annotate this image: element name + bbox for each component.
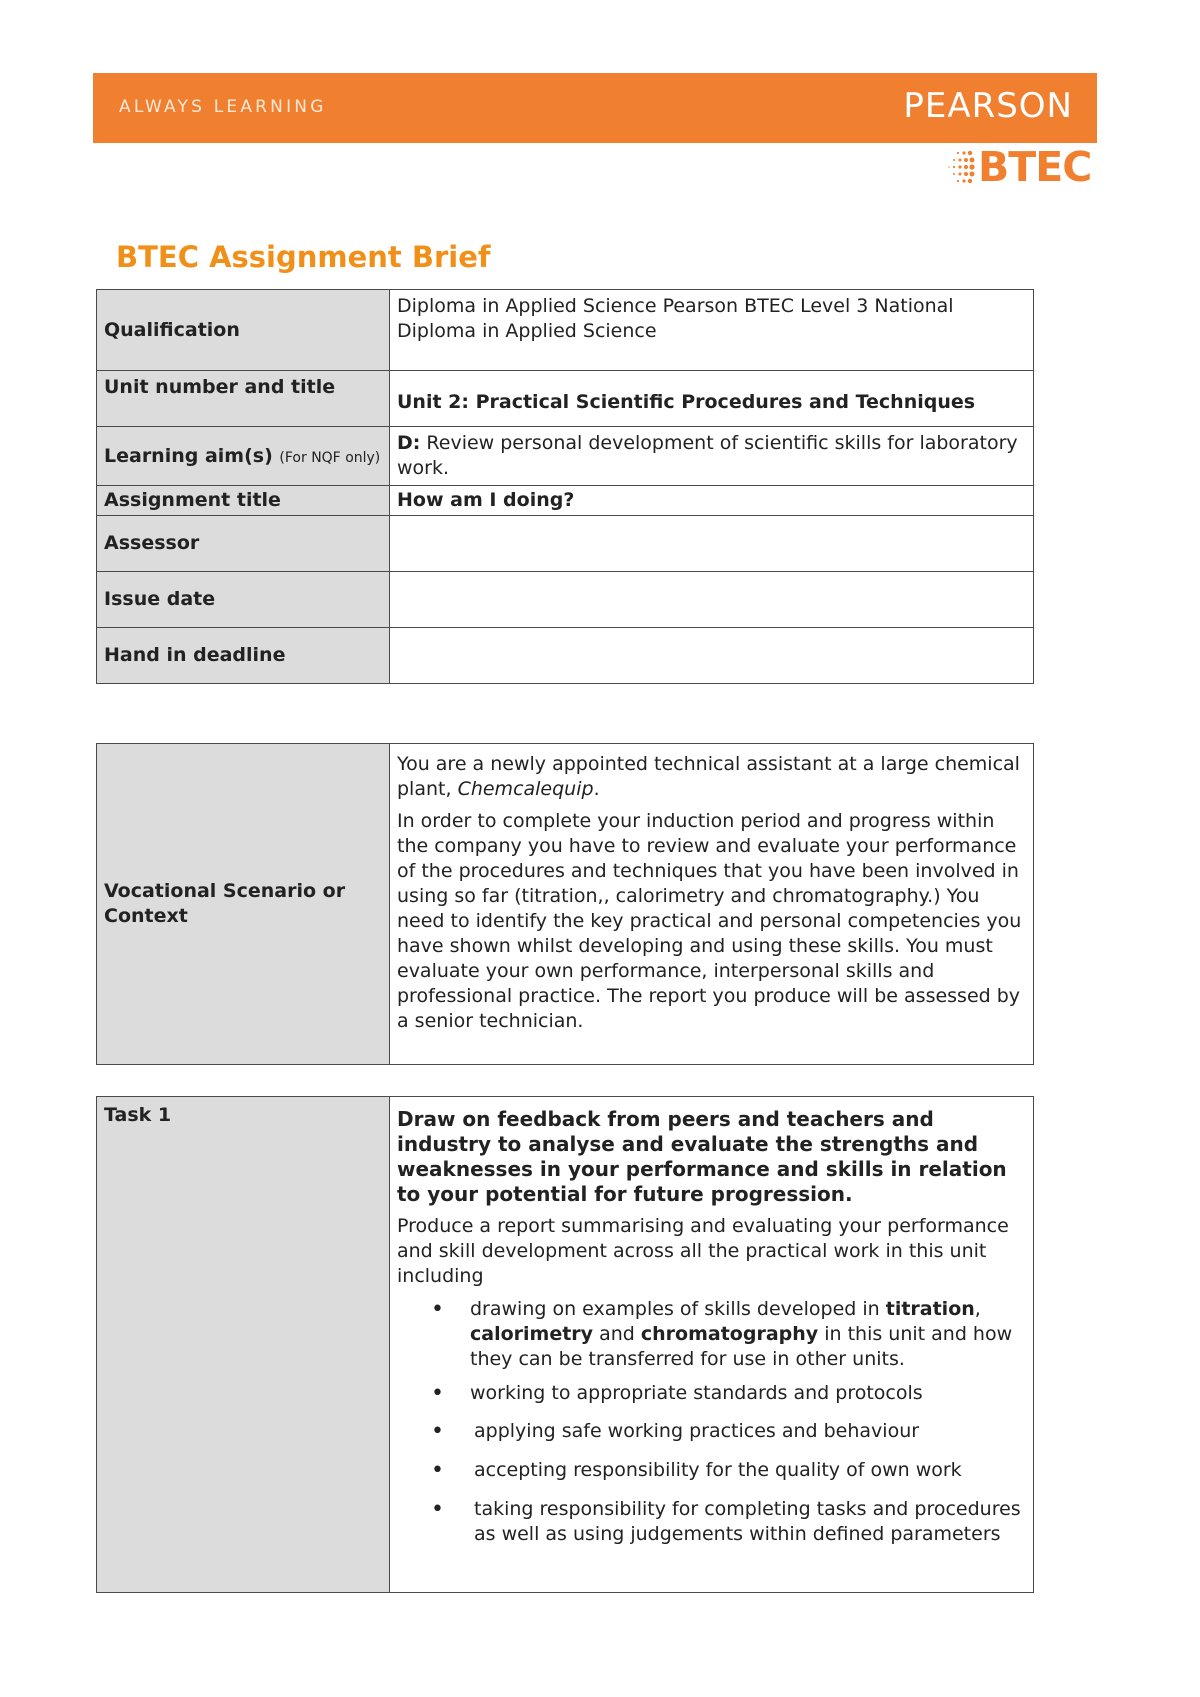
qualification-label: Qualification [97, 290, 390, 371]
list-item: • working to appropriate standards and protocols [470, 1381, 1026, 1406]
b1-text: drawing on examples of skills developed in [470, 1298, 886, 1320]
btec-dots-icon [946, 147, 976, 187]
b1-end: in this unit and how they can be transferred for use in other units. [470, 1323, 1013, 1370]
assessor-row [97, 516, 1034, 572]
list-item: • accepting responsibility for the quality of own work [470, 1458, 1026, 1483]
assignment-value: How am I doing? [390, 486, 1034, 516]
b1-calorimetry: calorimetry [470, 1323, 594, 1345]
task-1-intro: Produce a report summarising and evaluating your performance and skill development across all the practical work in this unit including [397, 1215, 1009, 1287]
scenario-p1-start: You are a newly appointed technical assistant at a large chemical plant, [397, 753, 1020, 800]
b1-chromatography: chromatography [640, 1323, 819, 1345]
b1-and: and [593, 1323, 641, 1345]
list-item: • taking responsibility for completing tasks and procedures as well as using judgements within defined parameters [470, 1497, 1026, 1547]
issue-date-value [390, 572, 1034, 628]
task-1-label: Task 1 [97, 1097, 390, 1593]
header-banner [93, 73, 1097, 143]
aim-note: (For NQF only) [279, 449, 381, 466]
aim-value-cell [390, 427, 1034, 486]
assignment-label: Assignment title [97, 486, 390, 516]
aim-row [97, 427, 1034, 486]
qualification-row [97, 290, 1034, 371]
aim-label: Learning aim(s) [104, 444, 273, 467]
scenario-table [96, 743, 1034, 1065]
unit-row [97, 371, 1034, 427]
assessor-label: Assessor [97, 516, 390, 572]
b1-titration: titration [885, 1298, 975, 1320]
scenario-label: Vocational Scenario or Context [97, 744, 390, 1065]
deadline-value [390, 628, 1034, 684]
deadline-label: Hand in deadline [97, 628, 390, 684]
issue-date-label: Issue date [97, 572, 390, 628]
pearson-logo: PEARSON [903, 86, 1073, 126]
task-1-list [397, 1297, 1026, 1547]
qualification-value: Diploma in Applied Science Pearson BTEC Level 3 National Diploma in Applied Science [390, 290, 1034, 371]
scenario-row [97, 744, 1034, 1065]
aim-text: Review personal development of scientific skills for laboratory work. [397, 432, 1018, 479]
issue-date-row [97, 572, 1034, 628]
assignment-row [97, 486, 1034, 516]
unit-value: Unit 2: Practical Scientific Procedures and Techniques [390, 371, 1034, 427]
aim-code: D: [397, 432, 421, 454]
tagline: ALWAYS LEARNING [119, 97, 327, 117]
scenario-text [390, 744, 1034, 1065]
brief-table [96, 289, 1034, 684]
scenario-paragraph-2: In order to complete your induction period and progress within the company you have to review and evaluate your performance of the procedures and techniques that you have been involved in using so far (titration,, calorimetry and chromatography.) You need to identify the key practical and personal competencies you have shown whilst developing and using these skills. You must evaluate your own performance, interpersonal skills and professional practice. The report you produce will be assessed by a senior technician. [397, 810, 1022, 1032]
page-title: BTEC Assignment Brief [116, 240, 491, 274]
task-1-heading: Draw on feedback from peers and teachers and industry to analyse and evaluate the strengths and weaknesses in your performance and skills in relation to your potential for future progression. [397, 1107, 1007, 1206]
btec-wordmark: BTEC [978, 143, 1092, 191]
aim-label-cell [97, 427, 390, 486]
b1-comma: , [974, 1298, 981, 1320]
assessor-value [390, 516, 1034, 572]
deadline-row [97, 628, 1034, 684]
list-item: • applying safe working practices and behaviour [470, 1419, 1026, 1444]
list-item [470, 1297, 1026, 1372]
task-1-content [390, 1097, 1034, 1593]
company-name: Chemcalequip [457, 778, 594, 800]
task-1-row [97, 1097, 1034, 1593]
scenario-p1-end: . [593, 778, 600, 800]
btec-logo [946, 144, 1091, 190]
unit-label: Unit number and title [97, 371, 390, 427]
scenario-paragraph-1 [397, 752, 1026, 802]
task-table [96, 1096, 1034, 1593]
